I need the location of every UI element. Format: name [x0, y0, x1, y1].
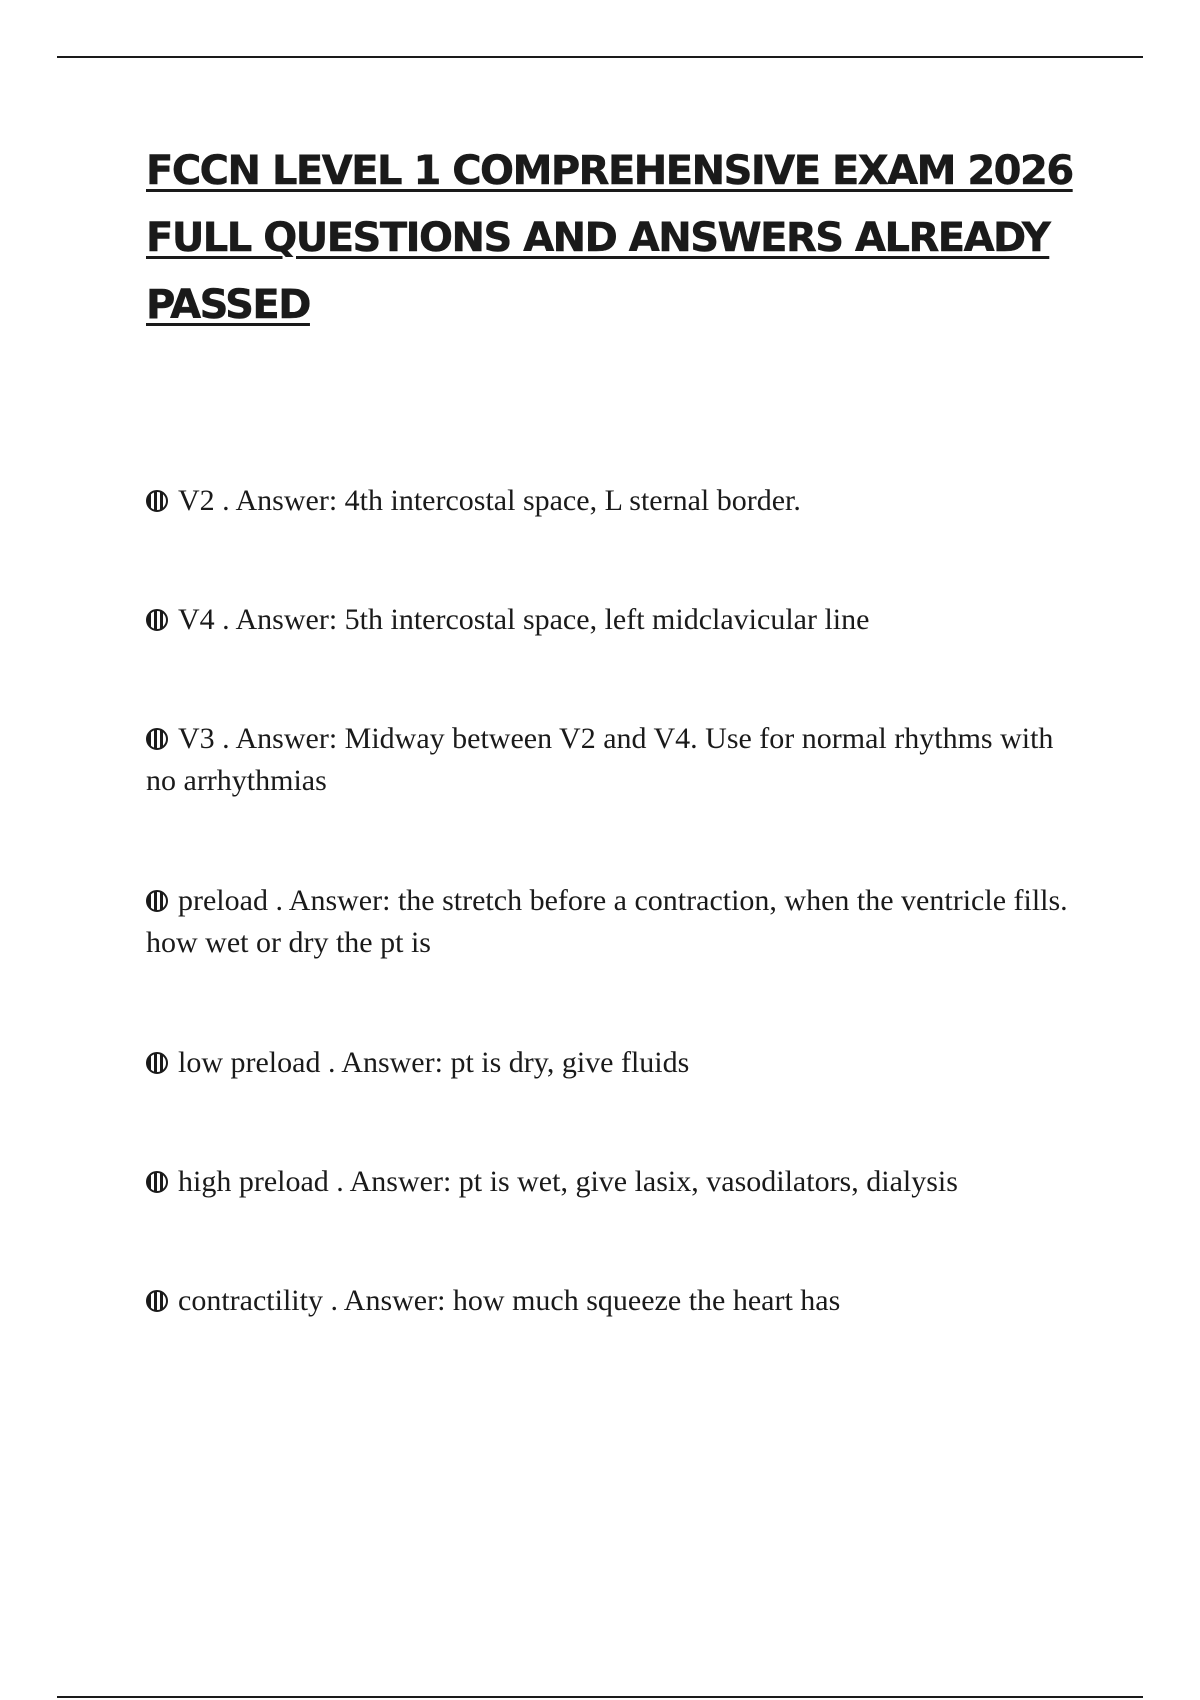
- circle-bullet-icon: [146, 728, 168, 750]
- title-line: FULL QUESTIONS AND ANSWERS ALREADY: [146, 215, 1050, 261]
- qa-item: [146, 880, 1086, 964]
- top-rule: [57, 56, 1143, 58]
- circle-bullet-icon: [146, 609, 168, 631]
- bottom-rule: [57, 1696, 1143, 1698]
- qa-item: [146, 718, 1086, 802]
- qa-item: [146, 1042, 1086, 1084]
- circle-bullet-icon: [146, 1052, 168, 1074]
- circle-bullet-icon: [146, 890, 168, 912]
- qa-item: [146, 1161, 1086, 1203]
- qa-item: [146, 1280, 1086, 1322]
- qa-item: [146, 599, 1086, 641]
- qa-text: contractility . Answer: how much squeeze the heart has: [178, 1284, 841, 1317]
- circle-bullet-icon: [146, 1171, 168, 1193]
- qa-text: high preload . Answer: pt is wet, give lasix, vasodilators, dialysis: [178, 1165, 958, 1198]
- circle-bullet-icon: [146, 490, 168, 512]
- qa-item: [146, 480, 1086, 522]
- title-line: PASSED: [146, 282, 310, 328]
- qa-text: V2 . Answer: 4th intercostal space, L sternal border.: [178, 484, 801, 517]
- qa-text: low preload . Answer: pt is dry, give fluids: [178, 1046, 690, 1079]
- qa-text: V4 . Answer: 5th intercostal space, left midclavicular line: [178, 603, 870, 636]
- circle-bullet-icon: [146, 1290, 168, 1312]
- qa-text: preload . Answer: the stretch before a contraction, when the ventricle fills. how wet or dry the pt is: [146, 884, 1068, 959]
- title-line: FCCN LEVEL 1 COMPREHENSIVE EXAM 2026: [146, 148, 1073, 194]
- document-title: [146, 138, 1073, 339]
- qa-text: V3 . Answer: Midway between V2 and V4. Use for normal rhythms with no arrhythmias: [146, 722, 1054, 797]
